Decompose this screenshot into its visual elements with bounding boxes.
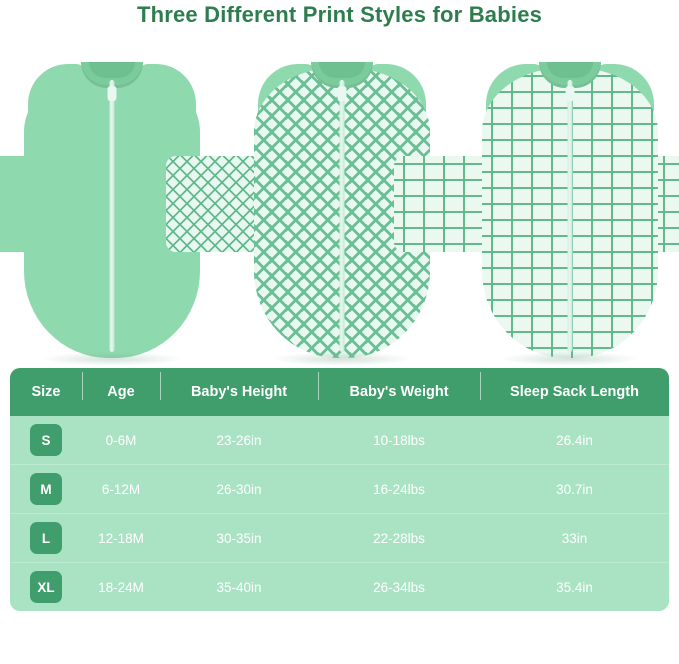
- cell-weight: 22-28lbs: [373, 530, 425, 546]
- column-header-weight: Baby's Weight: [318, 384, 480, 400]
- size-badge-cell: [10, 571, 82, 603]
- cell-weight: 16-24lbs: [373, 481, 425, 497]
- size-badge-cell: [10, 473, 82, 505]
- column-header-length: Sleep Sack Length: [480, 384, 669, 400]
- arm-wing-left: [166, 156, 258, 252]
- cell-weight: 10-18lbs: [373, 432, 425, 448]
- status-badge: S: [30, 424, 62, 456]
- product-image-wave-print-sleep-sack: [460, 50, 679, 360]
- drop-shadow: [40, 352, 184, 366]
- zipper-pull-icon: [108, 86, 117, 101]
- status-badge: M: [30, 473, 62, 505]
- page-title: Three Different Print Styles for Babies: [136, 2, 543, 27]
- cell-height: 23-26in: [216, 432, 262, 448]
- size-badge-cell: [10, 424, 82, 456]
- cell-length: 30.7in: [556, 481, 593, 497]
- status-badge: L: [30, 522, 62, 554]
- cell-weight: 26-34lbs: [373, 579, 425, 595]
- cell-length: 35.4in: [556, 579, 593, 595]
- cell-height: 35-40in: [216, 579, 262, 595]
- zipper: [110, 80, 115, 352]
- cell-age: 0-6M: [105, 432, 137, 448]
- zipper: [568, 80, 573, 352]
- product-row: [0, 40, 679, 360]
- cell-age: 12-18M: [98, 530, 144, 546]
- cell-height: 26-30in: [216, 481, 262, 497]
- cell-age: 18-24M: [98, 579, 144, 595]
- cell-length: 26.4in: [556, 432, 593, 448]
- size-chart-table: [10, 368, 669, 611]
- cell-age: 6-12M: [101, 481, 141, 497]
- column-header-age: Age: [82, 384, 160, 400]
- table-header-row: [10, 368, 669, 416]
- drop-shadow: [498, 352, 642, 366]
- table-body: [10, 416, 669, 611]
- cell-height: 30-35in: [216, 530, 262, 546]
- status-badge: XL: [30, 571, 62, 603]
- table-row: [10, 562, 669, 611]
- arm-wing-left: [394, 156, 486, 252]
- table-row: [10, 416, 669, 464]
- table-row: [10, 464, 669, 513]
- size-badge-cell: [10, 522, 82, 554]
- column-header-height: Baby's Height: [160, 384, 318, 400]
- column-header-size: Size: [31, 384, 61, 400]
- zipper-pull-icon: [566, 86, 575, 101]
- zipper: [340, 80, 345, 352]
- table-row: [10, 513, 669, 562]
- cell-length: 33in: [561, 530, 588, 546]
- drop-shadow: [270, 352, 414, 366]
- zipper-pull-icon: [338, 86, 347, 101]
